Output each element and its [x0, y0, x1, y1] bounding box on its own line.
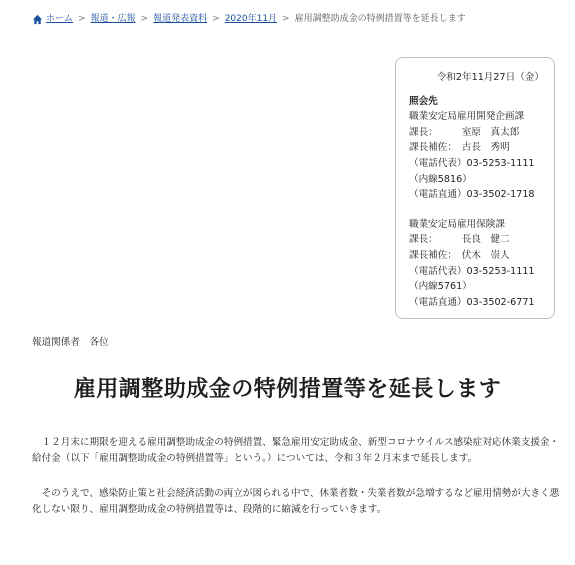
home-icon[interactable]	[32, 14, 43, 25]
body-paragraph: １２月末に期限を迎える雇用調整助成金の特例措置、緊急雇用安定助成金、新型コロナウイルス感染症対応休業支援金・給付金（以下「雇用調整助成金の特例措置等」という。）については、令和３年２月末まで延長します。	[32, 437, 560, 464]
contact-line: 課長補佐： 伏木 崇人	[409, 249, 510, 261]
contact-line: （内線5816）	[409, 173, 472, 185]
contact-line: 課長： 長良 健二	[409, 234, 510, 246]
breadcrumb-separator: >	[212, 14, 220, 24]
contact-spacer	[409, 203, 554, 217]
contact-line: （電話代表）03-5253-1111	[409, 157, 535, 169]
breadcrumb	[32, 12, 466, 26]
breadcrumb-link-month[interactable]: 2020年11月	[224, 14, 278, 24]
contact-box	[395, 57, 555, 319]
breadcrumb-link-home[interactable]: ホーム	[46, 14, 74, 24]
contact-line: 職業安定局雇用保険課	[409, 218, 505, 230]
page-title: 雇用調整助成金の特例措置等を延長します	[73, 377, 502, 402]
breadcrumb-separator: >	[78, 14, 86, 24]
contact-line: （内線5761）	[409, 281, 472, 293]
contact-line: 職業安定局雇用開発企画課	[409, 111, 525, 123]
contact-heading: 照会先	[409, 95, 438, 107]
contact-line: （電話直通）03-3502-1718	[409, 189, 535, 201]
contact-line: 課長： 室原 真太郎	[409, 126, 520, 138]
breadcrumb-current: 雇用調整助成金の特例措置等を延長します	[294, 14, 466, 24]
breadcrumb-link-releases[interactable]: 報道発表資料	[153, 14, 208, 24]
breadcrumb-link-press[interactable]: 報道・広報	[90, 14, 136, 24]
breadcrumb-separator: >	[140, 14, 149, 24]
breadcrumb-separator: >	[282, 14, 290, 24]
contact-line: 課長補佐： 古長 秀明	[409, 142, 510, 154]
contact-line: （電話直通）03-3502-6771	[409, 296, 535, 308]
contact-line: （電話代表）03-5253-1111	[409, 265, 535, 277]
recipients-line: 報道関係者 各位	[32, 337, 109, 348]
release-date: 令和2年11月27日（金）	[436, 72, 544, 83]
body-paragraph: そのうえで、感染防止策と社会経済活動の両立が図られる中で、休業者数・失業者数が急増するなど雇用情勢が大きく悪化しない限り、雇用調整助成金の特例措置等は、段階的に縮減を行っていきます。	[32, 488, 560, 515]
